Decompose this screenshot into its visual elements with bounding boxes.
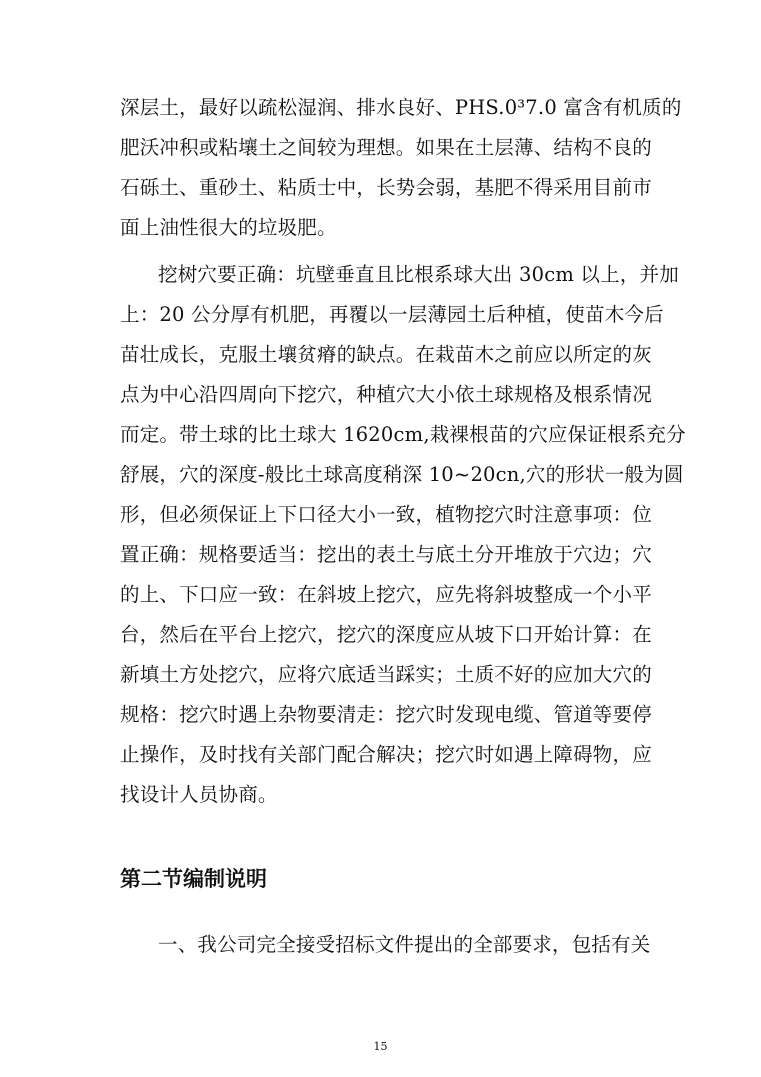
- body-text-line: 舒展，穴的深度-般比土球高度稍深 10~20cn,穴的形状一般为圆: [120, 463, 684, 486]
- section-heading: 第二节编制说明: [120, 867, 267, 891]
- body-text-line: 规格：挖穴时遇上杂物要清走：挖穴时发现电缆、管道等要停: [120, 703, 652, 726]
- paragraph-first-line: 一、我公司完全接受招标文件提出的全部要求，包括有关: [158, 933, 651, 956]
- body-text-line: 形，但必须保证上下口径大小一致，植物挖穴时注意事项：位: [120, 503, 652, 526]
- body-text-line: 的上、下口应一致：在斜坡上挖穴，应先将斜坡整成一个小平: [120, 583, 652, 606]
- body-text-line: 新填土方处挖穴，应将穴底适当踩实；土质不好的应加大穴的: [120, 663, 652, 686]
- body-text-line: 而定。带土球的比土球大 1620cm,栽裸根苗的穴应保证根系充分: [120, 423, 686, 446]
- paragraph-first-line: 挖树穴要正确：坑壁垂直且比根系球大出 30cm 以上，并加: [158, 263, 679, 286]
- body-text-line: 苗壮成长，克服土壤贫瘠的缺点。在栽苗木之前应以所定的灰: [120, 343, 652, 366]
- body-text-line: 止操作，及时找有关部门配合解决；挖穴时如遇上障碍物，应: [120, 743, 652, 766]
- page-number: 15: [373, 1040, 388, 1053]
- body-text-line: 置正确：规格要适当：挖出的表土与底土分开堆放于穴边；穴: [120, 543, 652, 566]
- body-text-line: 台，然后在平台上挖穴，挖穴的深度应从坡下口开始计算：在: [120, 623, 652, 646]
- body-text-line: 石砾土、重砂土、粘质士中，长势会弱，基肥不得采用目前市: [120, 176, 652, 199]
- body-text-line: 深层土，最好以疏松湿润、排水良好、PHS.0³7.0 富含有机质的: [120, 96, 682, 119]
- body-text-line: 上：20 公分厚有机肥，再覆以一层薄园土后种植，使苗木今后: [120, 303, 664, 326]
- body-text-line: 点为中心沿四周向下挖穴，种植穴大小依土球规格及根系情况: [120, 383, 652, 406]
- body-text-line: 面上油性很大的垃圾肥。: [120, 216, 337, 239]
- body-text-line: 肥沃冲积或粘壤土之间较为理想。如果在土层薄、结构不良的: [120, 136, 652, 159]
- body-text-line: 找设计人员协商。: [120, 783, 278, 806]
